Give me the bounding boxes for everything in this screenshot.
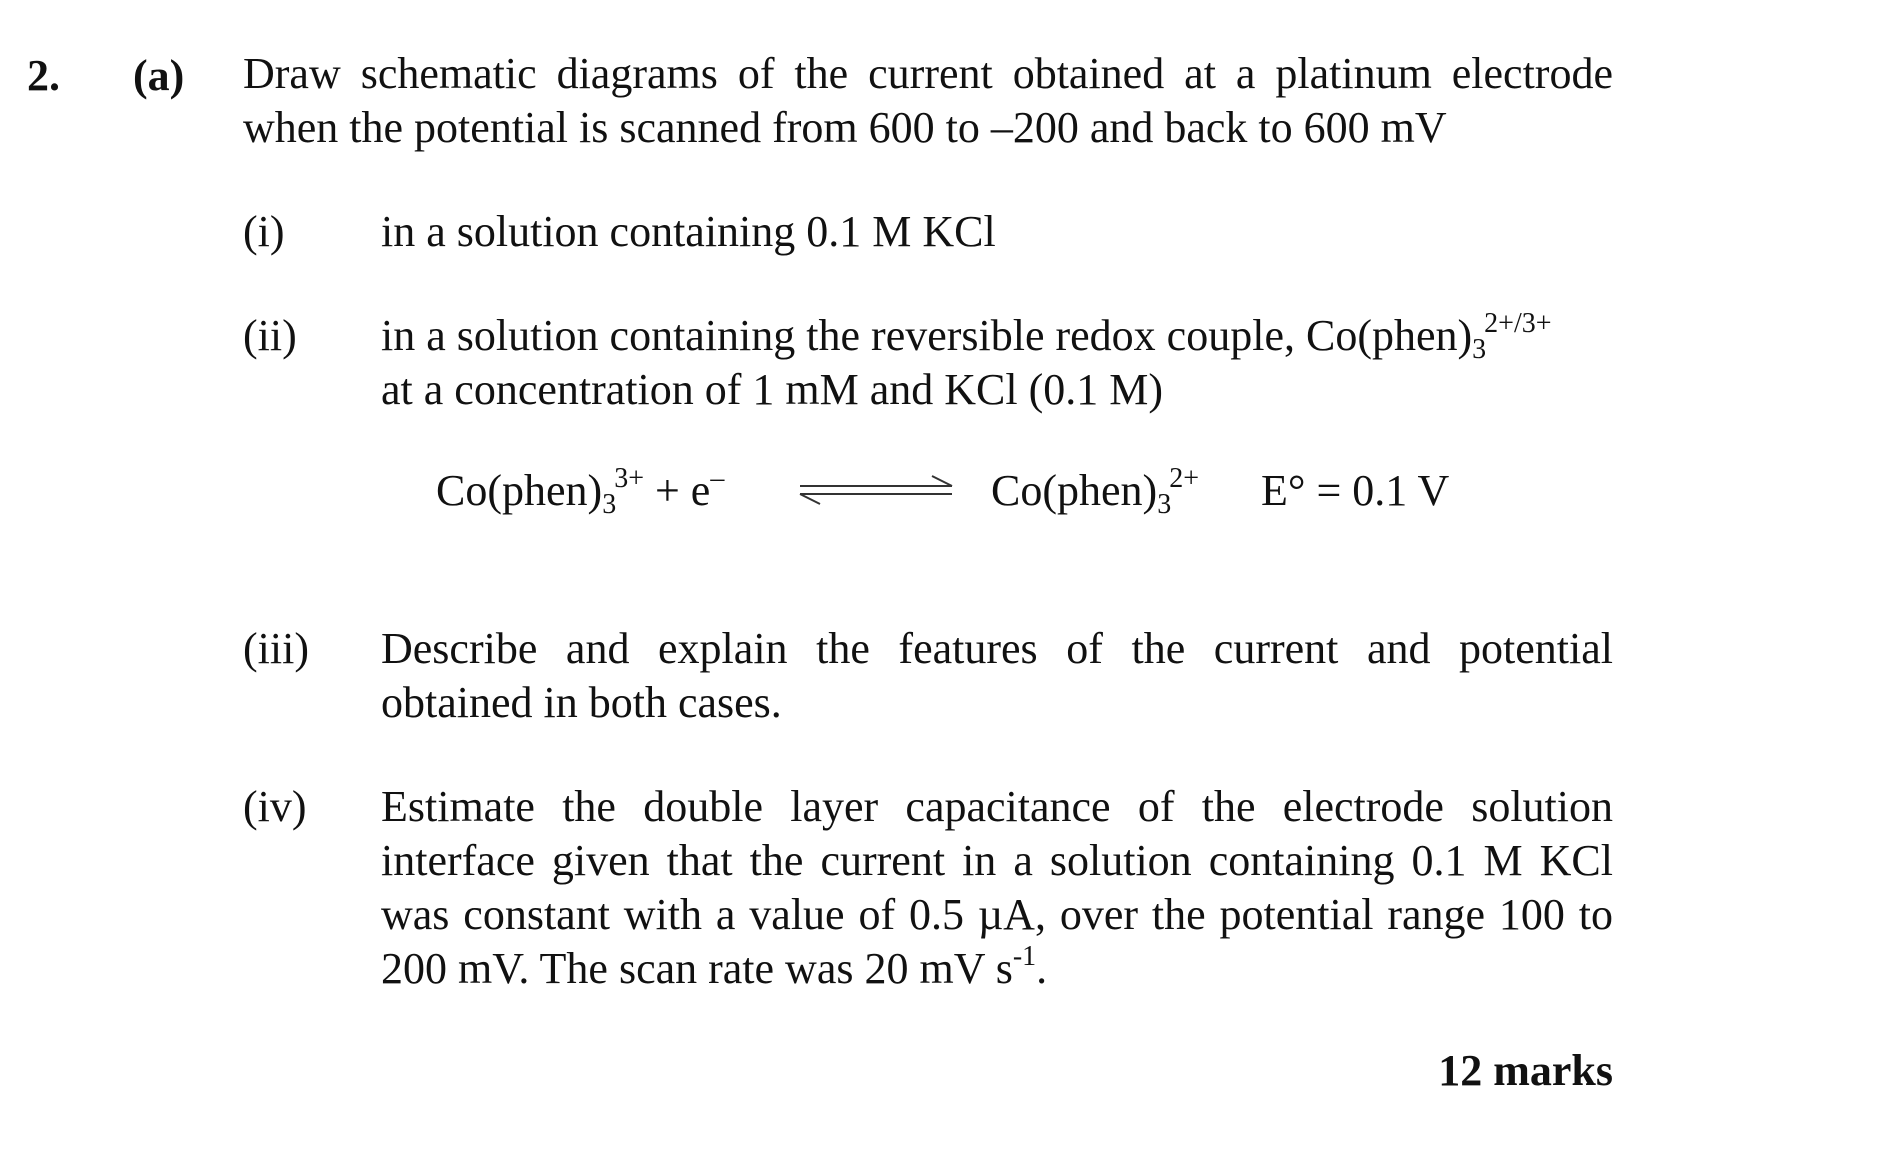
item-ii-line-1 bbox=[381, 309, 1613, 363]
item-ii-subscript: 3 bbox=[1472, 334, 1487, 365]
item-iv-line-1: Estimate the double layer capacitance of the electrode solution bbox=[381, 782, 1613, 831]
equation-electron-charge: – bbox=[710, 463, 725, 494]
item-iv-superscript: -1 bbox=[1012, 941, 1037, 972]
item-ii-line-2: at a concentration of 1 mM and KCl (0.1 M) bbox=[381, 365, 1164, 414]
item-iv-line-4-end: . bbox=[1036, 944, 1048, 993]
item-text-iv bbox=[381, 780, 1613, 996]
item-label-ii: (ii) bbox=[243, 311, 297, 360]
intro-line-2: when the potential is scanned from 600 to –200 and back to 600 mV bbox=[243, 103, 1447, 152]
equation-right-side bbox=[991, 464, 1199, 518]
item-label-i: (i) bbox=[243, 207, 285, 256]
equation-right-species: Co(phen) bbox=[991, 466, 1158, 515]
question-number: 2. bbox=[27, 51, 60, 100]
standard-potential: E° = 0.1 V bbox=[1261, 466, 1450, 515]
intro-line-1: Draw schematic diagrams of the current obtained at a platinum electrode bbox=[243, 49, 1613, 98]
equation-left-species: Co(phen) bbox=[436, 466, 603, 515]
item-iv-line-4-text: 200 mV. The scan rate was 20 mV s bbox=[381, 944, 1013, 993]
item-label-iii: (iii) bbox=[243, 624, 309, 673]
item-text-ii bbox=[381, 309, 1613, 417]
item-iii-line-1: Describe and explain the features of the current and potential bbox=[381, 624, 1613, 673]
item-ii-line-1-text: in a solution containing the reversible redox couple, Co(phen) bbox=[381, 311, 1473, 360]
item-label-iv: (iv) bbox=[243, 782, 307, 831]
equation-left-charge: 3+ bbox=[614, 463, 644, 494]
item-text-iii bbox=[381, 622, 1613, 730]
item-iv-line-4 bbox=[381, 942, 1613, 996]
equation-left-subscript: 3 bbox=[602, 489, 617, 520]
equation-right-subscript: 3 bbox=[1157, 489, 1172, 520]
part-label: (a) bbox=[133, 51, 185, 100]
equation-right-charge: 2+ bbox=[1169, 463, 1199, 494]
item-iv-line-3: was constant with a value of 0.5 µA, over the potential range 100 to bbox=[381, 890, 1613, 939]
equation-left-side bbox=[436, 464, 724, 518]
item-iv-line-2: interface given that the current in a solution containing 0.1 M KCl bbox=[381, 836, 1613, 885]
question-intro bbox=[243, 47, 1613, 155]
equation-electron: + e bbox=[643, 466, 711, 515]
equilibrium-arrow-icon bbox=[796, 472, 956, 512]
redox-equation bbox=[436, 464, 1636, 524]
item-text-i: in a solution containing 0.1 M KCl bbox=[381, 207, 996, 256]
marks-total: 12 marks bbox=[1438, 1046, 1613, 1095]
item-ii-superscript: 2+/3+ bbox=[1484, 308, 1552, 339]
item-iii-line-2: obtained in both cases. bbox=[381, 678, 782, 727]
